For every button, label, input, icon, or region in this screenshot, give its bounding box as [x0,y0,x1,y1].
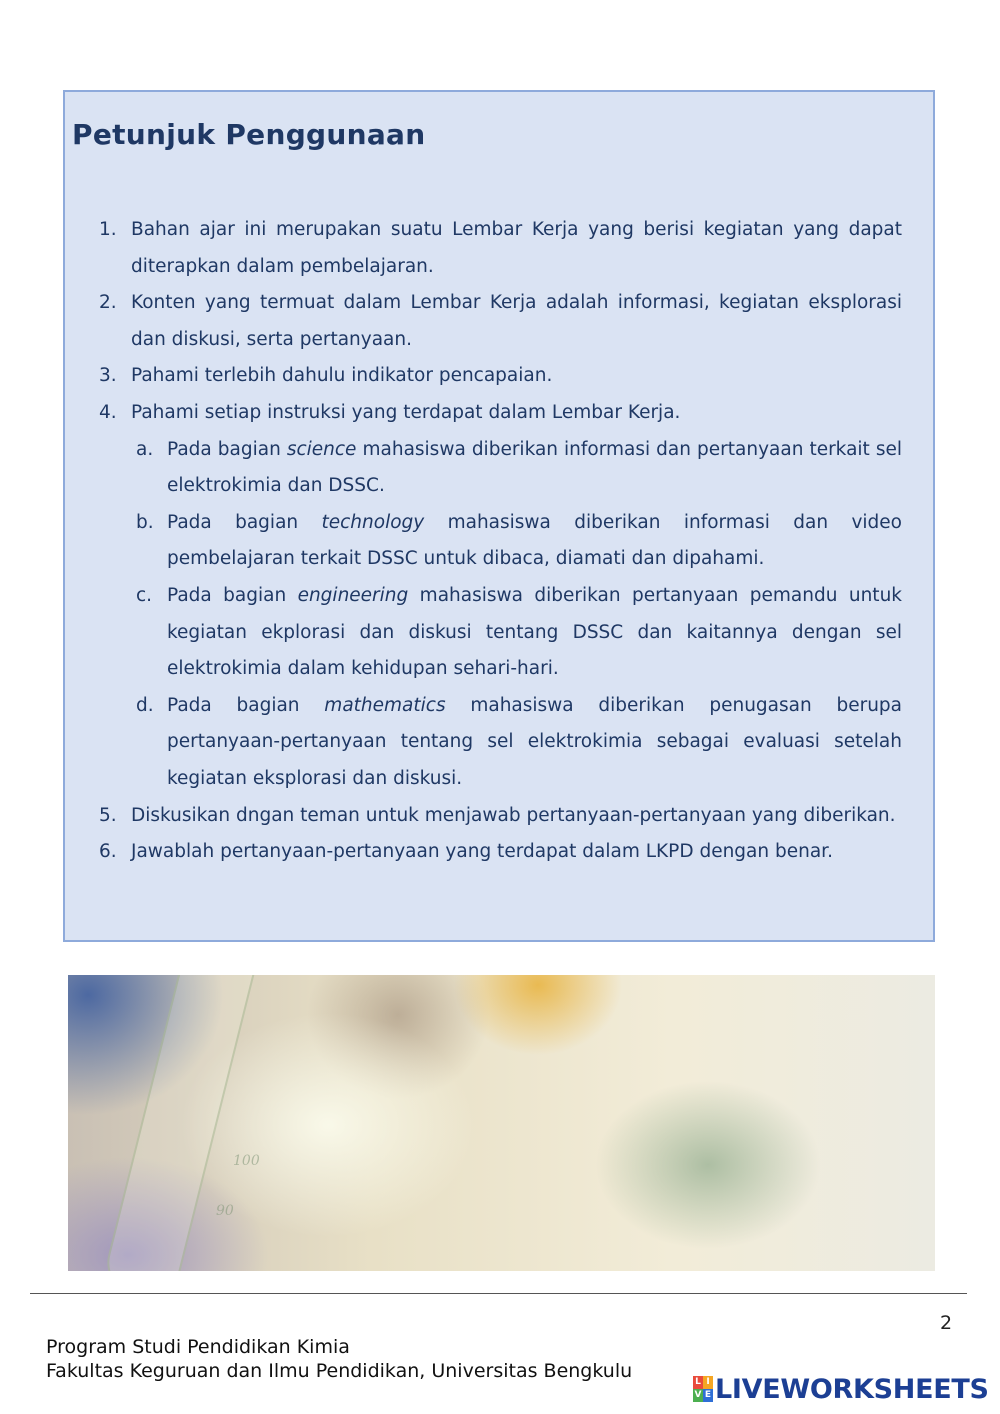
item-text: Diskusikan dngan teman untuk menjawab pertanyaan-pertanyaan yang diberikan. [131,804,896,826]
sub-item-prefix: Pada bagian [167,511,322,533]
stem-term: engineering [297,584,409,606]
sub-item-text: mahasiswa diberikan informasi dan video pembelajaran terkait DSSC untuk dibaca, diamati dan dipahami. [167,511,902,570]
sub-item-letter: c. [136,584,153,606]
item-text: Jawablah pertanyaan-pertanyaan yang terdapat dalam LKPD dengan benar. [131,841,833,863]
tube-mark-90: 90 [216,1203,234,1219]
test-tube-shape [100,975,260,1271]
sub-list [131,432,902,798]
item-number: 2. [99,292,117,314]
item-number: 5. [99,804,117,826]
item-number: 3. [99,365,117,387]
sub-item-letter: a. [136,438,154,460]
sub-item-prefix: Pada bagian [167,438,287,460]
item-number: 6. [99,841,117,863]
sub-item-prefix: Pada bagian [167,584,298,606]
list-item [99,212,902,285]
footer-divider [30,1293,967,1294]
sub-item-text: mahasiswa diberikan informasi dan pertanyaan terkait sel elektrokimia dan DSSC. [167,438,902,497]
footer-faculty: Fakultas Keguruan dan Ilmu Pendidikan, Universitas Bengkulu [46,1360,633,1382]
list-item [99,358,902,395]
sub-item-letter: b. [136,511,154,533]
sub-item-letter: d. [136,694,154,716]
decorative-lab-image [68,975,935,1271]
sub-list-item [136,432,902,505]
sub-list-item [136,578,903,688]
item-number: 1. [99,219,117,240]
list-item [99,834,902,871]
item-number: 4. [99,401,117,423]
sub-item-prefix: Pada bagian [167,694,325,716]
stem-term: technology [321,511,425,533]
logo-letter: V [694,1390,702,1400]
liveworksheets-logo [693,1374,989,1404]
sub-list-item [136,688,903,798]
list-item [99,285,902,358]
instruction-list [99,212,903,871]
page-title: Petunjuk Penggunaan [72,118,426,151]
logo-letter: L [693,1376,703,1389]
footer-program: Program Studi Pendidikan Kimia [46,1336,350,1358]
logo-mark-icon [693,1376,713,1402]
item-text: Konten yang termuat dalam Lembar Kerja adalah informasi, kegiatan eksplorasi dan diskusi, serta pertanyaan. [131,292,902,350]
sub-list-item [136,505,902,578]
item-text: Bahan ajar ini merupakan suatu Lembar Kerja yang berisi kegiatan yang dapat diterapkan dalam pembelajaran. [131,219,902,277]
tube-mark-100: 100 [233,1153,260,1169]
list-item [99,798,902,835]
instructions-box [63,90,935,942]
item-text: Pahami terlebih dahulu indikator pencapaian. [131,365,553,387]
stem-term: science [286,438,357,460]
sub-item-text: mahasiswa diberikan pertanyaan pemandu untuk kegiatan ekplorasi dan diskusi tentang DSSC dan kaitannya dengan sel elektrokimia dalam kehidupan sehari-hari. [167,584,903,680]
stem-term: mathematics [324,694,446,716]
list-item [99,395,903,798]
logo-text: LIVEWORKSHEETS [715,1373,989,1405]
item-text: Pahami setiap instruksi yang terdapat dalam Lembar Kerja. [131,401,681,423]
logo-letter: I [703,1376,713,1389]
sub-item-text: mahasiswa diberikan penugasan berupa pertanyaan-pertanyaan tentang sel elektrokimia sebagai evaluasi setelah kegiatan eksplorasi dan diskusi. [167,694,903,789]
page-number: 2 [940,1312,953,1334]
logo-letter: E [704,1390,712,1400]
